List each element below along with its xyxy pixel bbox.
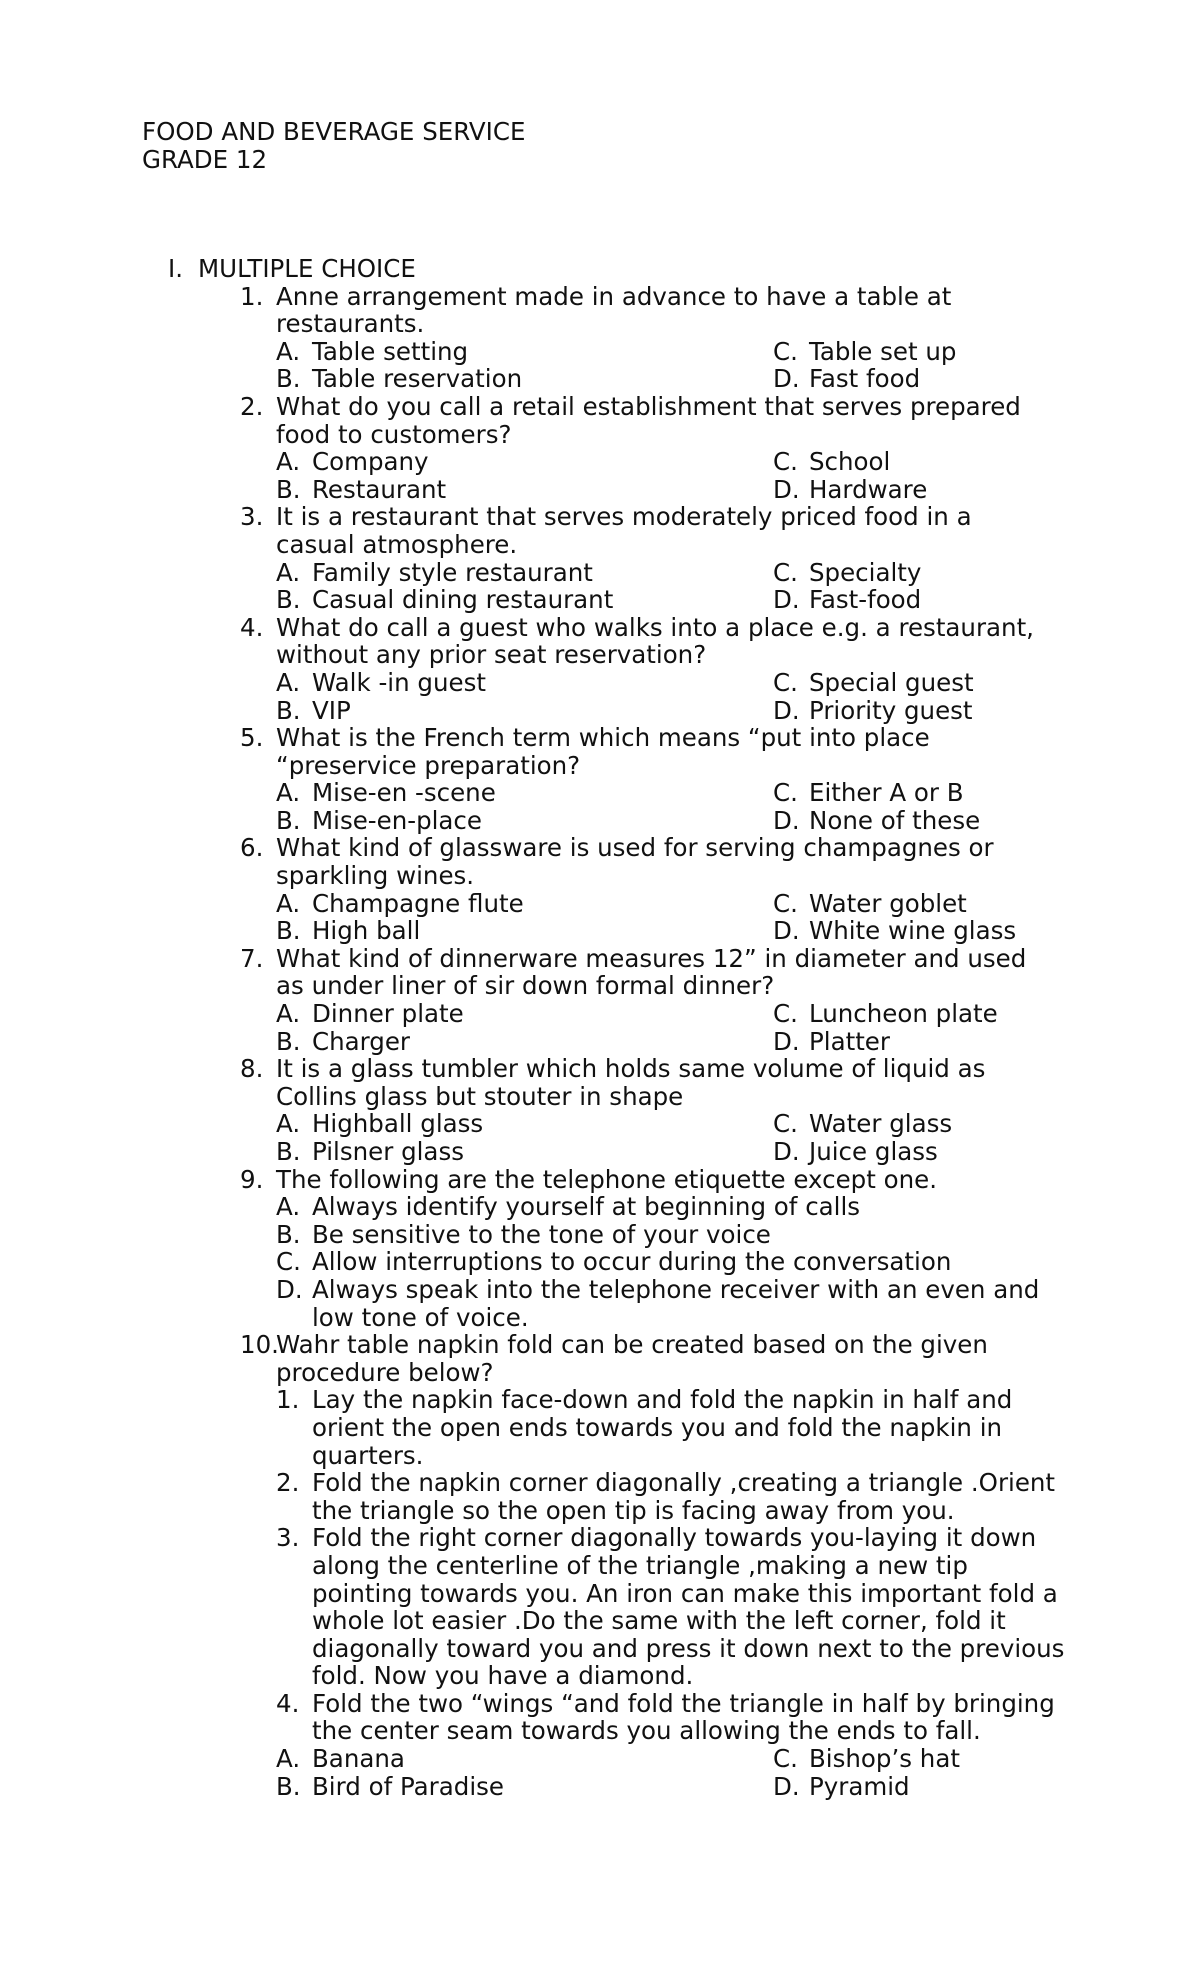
option-letter: D.: [276, 1274, 303, 1304]
answer-choices: [276, 338, 1068, 393]
answer-column-right: [773, 338, 1063, 393]
subject-title: FOOD AND BEVERAGE SERVICE: [142, 117, 526, 146]
answer-column-left: [276, 779, 773, 834]
option-letter: A.: [276, 447, 301, 477]
answer-option: [276, 338, 773, 366]
answer-option: [773, 1028, 1063, 1056]
answer-option: [276, 586, 773, 614]
option-text: Fast-food: [809, 585, 922, 615]
answer-column-left: [276, 1110, 773, 1165]
answer-choices: [276, 559, 1068, 614]
answer-option: [773, 338, 1063, 366]
question-text: Anne arrangement made in advance to have a table at restaurants.: [276, 281, 952, 339]
option-letter: B.: [276, 585, 301, 615]
answer-option: [773, 890, 1063, 918]
option-letter: B.: [276, 805, 301, 835]
procedure-step: [276, 1386, 1072, 1469]
option-letter: A.: [276, 557, 301, 587]
option-text: Mise-en-place: [312, 805, 482, 835]
answer-column-right: [773, 1110, 1063, 1165]
option-letter: C.: [773, 999, 798, 1029]
answer-option: [773, 559, 1063, 587]
option-text: Casual dining restaurant: [312, 585, 614, 615]
option-letter: B.: [276, 474, 301, 504]
option-letter: C.: [276, 1247, 301, 1277]
option-letter: B.: [276, 1219, 301, 1249]
option-letter: B.: [276, 1771, 301, 1801]
option-letter: C.: [773, 667, 798, 697]
answer-option: [773, 917, 1063, 945]
answer-option: [276, 448, 773, 476]
option-text: Pyramid: [809, 1771, 910, 1801]
question-number: 9.: [240, 1164, 264, 1194]
question-number: 7.: [240, 943, 264, 973]
question-text: What do call a guest who walks into a place e.g. a restaurant, without any prior seat reservation?: [276, 612, 1034, 670]
answer-option: [276, 807, 773, 835]
option-text: Fold the two “wings “and fold the triangle in half by bringing the center seam towards you allowing the ends to fall.: [312, 1688, 1055, 1746]
answer-column-left: [276, 669, 773, 724]
option-letter: B.: [276, 1026, 301, 1056]
option-text: School: [809, 447, 891, 477]
question-number: 6.: [240, 833, 264, 863]
question-number: 4.: [240, 612, 264, 642]
answer-choices: [276, 779, 1068, 834]
option-letter: D.: [773, 1026, 800, 1056]
answer-column-left: [276, 559, 773, 614]
answer-option: [773, 448, 1063, 476]
answer-option: [773, 1773, 1063, 1801]
option-text: Table reservation: [312, 364, 523, 394]
section-number: I.: [168, 254, 184, 283]
answer-choices: [276, 1000, 1068, 1055]
option-letter: 2.: [276, 1468, 300, 1498]
option-text: Bird of Paradise: [312, 1771, 504, 1801]
answer-option: [773, 1745, 1063, 1773]
option-letter: B.: [276, 1137, 301, 1166]
answer-option: [773, 476, 1063, 504]
option-text: Table set up: [809, 336, 957, 366]
option-letter: B.: [276, 695, 301, 725]
option-text: Fold the napkin corner diagonally ,creating a triangle .Orient the triangle so the open tip is facing away from you.: [312, 1468, 1056, 1525]
option-letter: D.: [773, 585, 800, 615]
option-letter: D.: [773, 805, 800, 835]
option-letter: A.: [276, 999, 301, 1029]
answer-choices: [276, 669, 1068, 724]
option-letter: C.: [773, 888, 798, 918]
answer-choices: [276, 1745, 1068, 1800]
option-text: Highball glass: [312, 1109, 484, 1139]
option-letter: A.: [276, 1744, 301, 1774]
answer-choices: [276, 890, 1068, 945]
option-letter: 3.: [276, 1523, 300, 1553]
answer-option: [773, 807, 1063, 835]
question-number: 2.: [240, 391, 264, 421]
answer-option: [276, 1773, 773, 1801]
option-text: Walk -in guest: [312, 667, 486, 697]
answer-option: [276, 1221, 1072, 1249]
option-letter: D.: [773, 364, 800, 394]
question-text: Wahr table napkin fold can be created based on the given procedure below?: [276, 1330, 988, 1387]
answer-option: [276, 1110, 773, 1138]
option-text: Table setting: [312, 336, 469, 366]
question-number: 8.: [240, 1054, 264, 1084]
answer-column-right: [773, 669, 1063, 724]
option-letter: C.: [773, 447, 798, 477]
question-item: [168, 503, 1068, 613]
option-text: Banana: [312, 1744, 405, 1774]
option-text: Lay the napkin face-down and fold the napkin in half and orient the open ends towards you and fold the napkin in quarters.: [312, 1385, 1013, 1470]
procedure-step: [276, 1524, 1072, 1690]
question-text: It is a glass tumbler which holds same volume of liquid as Collins glass but stouter in shape: [276, 1054, 986, 1111]
answer-option: [276, 1276, 1072, 1331]
option-text: Luncheon plate: [809, 999, 998, 1029]
option-letter: A.: [276, 667, 301, 697]
question-item: [168, 1331, 1068, 1800]
answer-choices: [276, 1110, 1068, 1165]
option-letter: A.: [276, 336, 301, 366]
question-item: [168, 1055, 1068, 1165]
answer-option: [276, 779, 773, 807]
answer-option: [773, 586, 1063, 614]
question-text: What kind of dinnerware measures 12” in diameter and used as under liner of sir down formal dinner?: [276, 943, 1027, 1001]
document-header: [142, 118, 525, 174]
answer-option: [276, 697, 773, 725]
answer-choices: [276, 448, 1068, 503]
option-letter: B.: [276, 364, 301, 394]
option-letter: D.: [773, 1137, 800, 1166]
option-letter: A.: [276, 888, 301, 918]
answer-column-right: [773, 448, 1063, 503]
option-text: Juice glass: [809, 1137, 938, 1166]
question-item: [168, 614, 1068, 724]
question-item: [168, 834, 1068, 944]
option-letter: D.: [773, 474, 800, 504]
answer-option: [276, 1745, 773, 1773]
section-heading: [168, 255, 1068, 283]
option-text: White wine glass: [809, 916, 1017, 946]
option-text: Restaurant: [312, 474, 447, 504]
option-letter: C.: [773, 1744, 798, 1774]
option-text: Charger: [312, 1026, 410, 1056]
option-text: Hardware: [809, 474, 928, 504]
option-text: Always speak into the telephone receiver with an even and low tone of voice.: [312, 1274, 1040, 1332]
answer-column-left: [276, 1745, 773, 1800]
option-text: VIP: [312, 695, 351, 725]
option-letter: D.: [773, 916, 800, 946]
question-item: [168, 1166, 1068, 1332]
answer-option: [773, 1000, 1063, 1028]
option-letter: D.: [773, 695, 800, 725]
question-number: 3.: [240, 502, 264, 532]
answer-option: [773, 697, 1063, 725]
procedure-step: [276, 1690, 1072, 1745]
procedure-step: [276, 1469, 1072, 1524]
option-letter: A.: [276, 778, 301, 808]
answer-option: [276, 1028, 773, 1056]
question-item: [168, 283, 1068, 393]
option-text: Priority guest: [809, 695, 973, 725]
option-letter: C.: [773, 557, 798, 587]
option-text: High ball: [312, 916, 421, 946]
option-text: Be sensitive to the tone of your voice: [312, 1219, 771, 1249]
section-title: MULTIPLE CHOICE: [198, 254, 416, 283]
procedure-steps: [276, 1386, 1068, 1745]
answer-option: [276, 669, 773, 697]
answer-option: [276, 1193, 1072, 1221]
option-letter: D.: [773, 1771, 800, 1801]
question-text: What do you call a retail establishment that serves prepared food to customers?: [276, 391, 1021, 449]
question-text: The following are the telephone etiquette except one.: [276, 1164, 937, 1194]
answer-option: [773, 1138, 1063, 1166]
option-text: Water glass: [809, 1109, 953, 1139]
question-number: 10.: [240, 1330, 279, 1360]
grade-label: GRADE 12: [142, 145, 268, 174]
answer-option: [276, 890, 773, 918]
option-text: Family style restaurant: [312, 557, 593, 587]
answer-column-right: [773, 1000, 1063, 1055]
question-number: 1.: [240, 281, 264, 311]
multiple-choice-section: [168, 255, 1068, 1800]
option-text: Always identify yourself at beginning of calls: [312, 1192, 861, 1222]
answer-option: [276, 1000, 773, 1028]
option-letter: 1.: [276, 1385, 300, 1415]
option-text: Either A or B: [809, 778, 964, 808]
option-text: Bishop’s hat: [809, 1744, 960, 1774]
option-text: Allow interruptions to occur during the conversation: [312, 1247, 952, 1277]
option-letter: A.: [276, 1109, 301, 1139]
option-text: Mise-en -scene: [312, 778, 496, 808]
option-text: Platter: [809, 1026, 890, 1056]
answer-column-left: [276, 338, 773, 393]
question-text: It is a restaurant that serves moderately priced food in a casual atmosphere.: [276, 502, 972, 559]
answer-option: [276, 1248, 1072, 1276]
option-text: Dinner plate: [312, 999, 464, 1029]
option-text: None of these: [809, 805, 981, 835]
option-text: Specialty: [809, 557, 922, 587]
option-text: Champagne flute: [312, 888, 524, 918]
answer-option: [773, 365, 1063, 393]
answer-column-right: [773, 890, 1063, 945]
option-text: Special guest: [809, 667, 974, 697]
question-item: [168, 393, 1068, 503]
option-letter: C.: [773, 336, 798, 366]
answer-column-right: [773, 559, 1063, 614]
answer-column-left: [276, 1000, 773, 1055]
answer-option: [773, 669, 1063, 697]
question-item: [168, 724, 1068, 834]
answer-column-right: [773, 779, 1063, 834]
question-text: What is the French term which means “put into place “preservice preparation?: [276, 723, 930, 780]
option-letter: C.: [773, 1109, 798, 1139]
option-letter: 4.: [276, 1688, 300, 1718]
answer-column-right: [773, 1745, 1063, 1800]
question-text: What kind of glassware is used for serving champagnes or sparkling wines.: [276, 833, 994, 891]
answer-option: [276, 1138, 773, 1166]
option-letter: A.: [276, 1192, 301, 1222]
answer-option: [276, 917, 773, 945]
option-text: Company: [312, 447, 429, 477]
answer-list: [276, 1193, 1068, 1331]
answer-option: [276, 365, 773, 393]
question-item: [168, 945, 1068, 1055]
option-text: Fold the right corner diagonally towards you-laying it down along the centerline of the triangle ,making a new tip pointing towards you. An iron can make this important fold a whole lot easier .Do the same with the left corner, fold it diagonally toward you and press it down next to the previous fold. Now you have a diamond.: [312, 1523, 1065, 1691]
answer-option: [276, 559, 773, 587]
answer-column-left: [276, 890, 773, 945]
option-letter: C.: [773, 778, 798, 808]
question-list: [168, 283, 1068, 1801]
answer-option: [773, 779, 1063, 807]
option-text: Pilsner glass: [312, 1137, 464, 1166]
answer-option: [773, 1110, 1063, 1138]
question-number: 5.: [240, 723, 264, 753]
option-text: Water goblet: [809, 888, 967, 918]
answer-column-left: [276, 448, 773, 503]
option-letter: B.: [276, 916, 301, 946]
answer-option: [276, 476, 773, 504]
option-text: Fast food: [809, 364, 921, 394]
